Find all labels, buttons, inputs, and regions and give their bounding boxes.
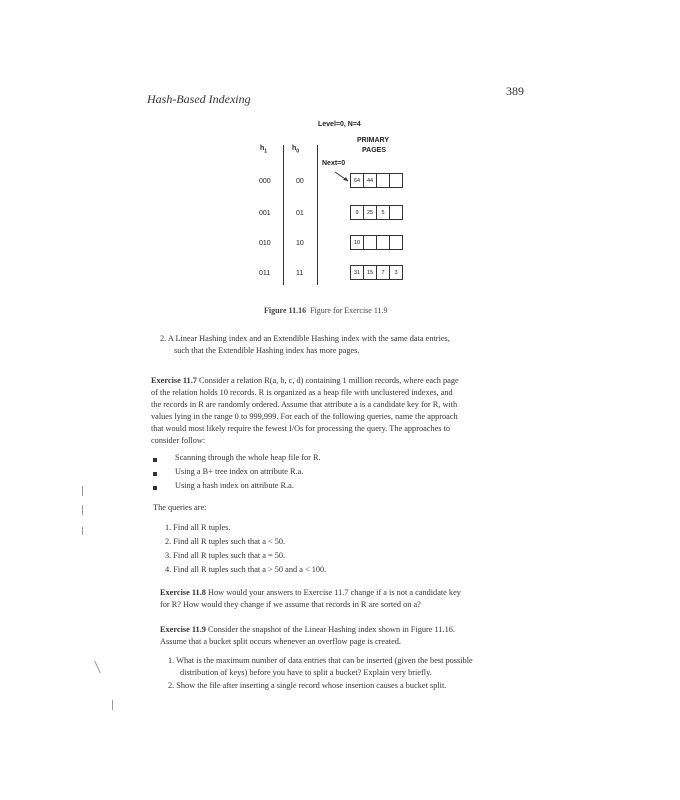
row-2-h0: 10 (296, 240, 304, 247)
primary-pages-label: PRIMARY (357, 137, 390, 144)
exercise-11-8-line-1: Exercise 11.8 How would your answers to Exercise 11.7 change if a is not a candidate key (160, 588, 461, 597)
level-label: Level=0, N=4 (318, 121, 361, 128)
approach-3: Using a hash index on attribute R.a. (175, 481, 294, 490)
exercise-11-9-label: Exercise 11.9 (160, 625, 206, 634)
bucket-entry: 3 (394, 269, 398, 276)
bucket-10 (350, 235, 403, 250)
running-title: Hash-Based Indexing (147, 92, 251, 106)
exercise-11-7-line-1: Exercise 11.7 Consider a relation R(a, b, c, d) containing 1 million records, where each page (151, 376, 459, 385)
approach-2: Using a B+ tree index on attribute R.a. (175, 467, 304, 476)
row-3-h1: 011 (259, 270, 271, 277)
bullet-icon (153, 472, 157, 476)
bucket-entry (390, 236, 402, 249)
approach-1: Scanning through the whole heap file for R. (175, 453, 321, 462)
bucket-entry: 9 (351, 206, 364, 219)
scan-mark (112, 700, 113, 710)
row-2-h1: 010 (259, 240, 271, 247)
row-3-h0: 11 (296, 270, 304, 277)
bucket-00 (350, 173, 403, 188)
bucket-01 (350, 205, 403, 220)
col-h0-header: $h_0$ (292, 145, 300, 155)
col-h1-header: $h_1$ (260, 145, 268, 155)
scan-mark (82, 505, 83, 515)
item-2-line-1: 2. A Linear Hashing index and an Extendible Hashing index with the same data entries, (160, 334, 450, 343)
bucket-entry: 15 (364, 266, 377, 279)
bullet-icon (153, 458, 157, 462)
exercise-11-7-line-4: values lying in the range 0 to 999,999. For each of the following queries, name the approach (151, 412, 458, 421)
queries-intro: The queries are: (153, 503, 207, 512)
figure-caption: Figure 11.16 Figure for Exercise 11.9 (264, 306, 388, 315)
row-1-h0: 01 (296, 210, 304, 217)
next-pointer-label: Next=0 (322, 160, 346, 167)
exercise-11-8-label: Exercise 11.8 (160, 588, 206, 597)
scan-mark (82, 486, 83, 496)
bucket-entry (390, 206, 402, 219)
exercise-11-7-label: Exercise 11.7 (151, 376, 197, 385)
bucket-entry (377, 174, 390, 187)
item-2-line-2: such that the Extendible Hashing index has more pages. (174, 346, 360, 355)
bucket-entry: 10 (351, 236, 364, 249)
bullet-icon (153, 486, 157, 490)
query-4: 4. Find all R tuples such that a > 50 and a < 100. (165, 565, 327, 574)
column-divider-1 (283, 145, 284, 285)
scan-mark (94, 660, 101, 673)
query-2: 2. Find all R tuples such that a < 50. (165, 537, 286, 546)
exercise-11-7-line-2: of the relation holds 10 records. R is organized as a heap file with unclustered indexes, and (151, 388, 453, 397)
row-1-h1: 001 (259, 210, 271, 217)
exercise-11-7-line-5: that would most likely require the fewest I/Os for processing the query. The approaches to (151, 424, 451, 433)
query-1: 1. Find all R tuples. (165, 523, 231, 532)
bucket-entry: 7 (377, 266, 390, 279)
row-0-h1: 000 (259, 178, 271, 185)
page-number: 389 (506, 84, 524, 98)
query-3: 3. Find all R tuples such that a = 50. (165, 551, 286, 560)
bucket-entry: 64 (351, 174, 364, 187)
exercise-11-9-item-2: 2. Show the file after inserting a single record whose insertion causes a bucket split. (168, 681, 447, 690)
column-divider-2 (317, 145, 318, 285)
primary-pages-label-2: PAGES (362, 147, 386, 154)
exercise-11-9-item-1-cont: distribution of keys) before you have to split a bucket? Explain very briefly. (180, 668, 432, 677)
bucket-entry: 25 (364, 206, 377, 219)
exercise-11-9-item-1: 1. What is the maximum number of data entries that can be inserted (given the best possible (168, 656, 473, 665)
bucket-11 (350, 265, 403, 280)
bucket-entry: 5 (377, 206, 390, 219)
bucket-entry (377, 236, 390, 249)
exercise-11-7-line-3: the records in R are randomly ordered. Assume that attribute a is a candidate key for R, with (151, 400, 458, 409)
exercise-11-7-line-6: consider follow: (151, 436, 206, 445)
exercise-11-8-line-2: for R? How would they change if we assume that records in R are sorted on a? (160, 600, 421, 609)
bucket-entry (364, 236, 377, 249)
bucket-entry: 31 (351, 266, 364, 279)
row-0-h0: 00 (296, 178, 304, 185)
exercise-11-9-line-2: Assume that a bucket split occurs whenever an overflow page is created. (160, 637, 401, 646)
bucket-entry (390, 174, 402, 187)
exercise-11-9-line-1: Exercise 11.9 Consider the snapshot of the Linear Hashing index shown in Figure 11.16. (160, 625, 455, 634)
scan-mark (82, 527, 83, 535)
bucket-entry: 44 (364, 174, 377, 187)
